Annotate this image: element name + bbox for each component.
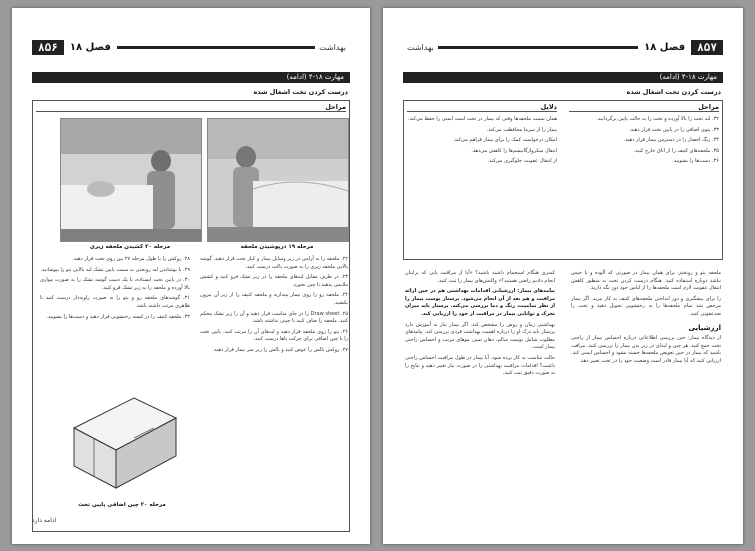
paragraph: ۲۳. در طرف مقابل لبه‌های ملحفه را در زیر تشک فرو کنید و کشش ملایمی بدهید تا چین نخورد.	[200, 274, 348, 288]
right-subtitle: درست کردن تخت اشغال شده	[626, 88, 721, 96]
right-page-number: ۸۵۷	[691, 40, 723, 55]
paragraph: ۳۰. در پایین تخت ایستاده، با یک دست گوشه تشک را به صورت موازی بالا آورده و ملحفه را به زیر تشک فرو کنید.	[40, 277, 190, 291]
list-item: ۳۵. ملحفه‌های کثیف را از اتاق خارج کنید.	[633, 147, 719, 154]
paragraph: از دیدگاه بیمار: حین بررسی اطلاعاتی درباره احساس بیمار از راحتی تخت جمع کنید. هر چین و لبه‌ای در زیر بدن بیمار را بررسی کنید. مراقب باشید که بیمار در حین تعویض ملحفه‌ها خسته نشود و احساس ایمنی کند. ارزیابی کنید که آیا بیمار قادر است وضعیت خود را در تخت تغییر دهد.	[571, 335, 721, 364]
steps-column-header: مراحل	[569, 103, 719, 112]
left-subtitle: درست کردن تخت اشغال شده	[253, 88, 348, 96]
left-page-left-column	[40, 256, 190, 324]
paragraph: حالت مناسب به کار برده شود. آیا بیمار در طول مراقبت احساس راحتی داشت؟ اقدامات مراقبت بهداشتی را در صورت نیاز تغییر دهید و نتایج را به صورت دقیق ثبت کنید.	[405, 354, 555, 377]
box-steps-column	[569, 116, 719, 169]
paragraph: ۲۵. Draw sheet را در جای مناسب قرار دهید و آن را زیر تشک محکم کنید. ملحفه را صاف کنید تا چینی نداشته باشد.	[200, 310, 348, 325]
paragraph: ۲۶. پتو را روی ملحفه قرار دهید و لبه‌های آن را مرتب کنید. پایین تخت را با چین اضافی برای حرکت پاها درست کنید.	[200, 328, 348, 343]
paragraph: ۲۲. ملحفه را به آرامی در زیر وسایل بیمار و کنار تخت قرار دهید. گوشه بالایی ملحفه زیری را به صورت پاکت درست کنید.	[200, 256, 348, 270]
left-page-right-column	[200, 256, 348, 358]
figure-19-caption: مرحله ۱۹ درپوشیدن ملحفه	[240, 244, 314, 250]
list-item: همان سمت ملحفه‌ها وقتی که بیمار در تخت است ایمنی را حفظ می‌کند.	[407, 116, 557, 122]
paragraph: پیامدهای بیمار: ارزشیابی اقدامات بهداشتی هم در حین ارائه مراقبت و هم بعد از آن انجام می‌شود. پرستار پوست بیمار را از نظر تمامیت، رنگ و دما بررسی می‌کند. پرستار باید میزان تحرک و توانایی بیمار در مراقبت از خود را ارزیابی کند.	[405, 288, 555, 317]
list-item: ۳۴. زنگ احضار را در دسترس بیمار قرار دهید.	[623, 137, 719, 144]
list-item: امکان درخواست کمک را برای بیمار فراهم می‌کند.	[452, 137, 557, 144]
right-chapter-label: فصل ۱۸	[644, 41, 686, 53]
nurse-bed-illustration	[208, 119, 348, 241]
box-reasons-column	[407, 116, 557, 169]
list-item: ۳۳. پتوی اضافی را در پایین تخت قرار دهید.	[629, 126, 719, 133]
list-item: از انتقال عفونت جلوگیری می‌کند.	[487, 158, 557, 165]
right-page-left-column	[405, 270, 555, 381]
paragraph: ۲۷. روکش بالش را عوض کنید و بالش را زیر سر بیمار قرار دهید.	[212, 346, 348, 353]
paragraph: را برای پیشگیری و دور انداختن ملحفه‌های کثیف به کار ببرید. اگر بیمار مرخص شد تمام ملحفه‌ها را به رختشویی تحویل دهید و تخت را ضدعفونی کنید.	[571, 295, 721, 317]
right-book-label: بهداشت	[407, 42, 434, 52]
left-col-header: مراحل	[36, 103, 346, 112]
paragraph: ۲۴. ملحفه رو را روی بیمار بیندازید و ملحفه کثیف را از زیر آن بیرون بکشید.	[200, 292, 348, 306]
list-item: بیمار را از سرما محافظت می‌کند.	[486, 126, 557, 133]
figure-bottom-caption: مرحله ۲۰ چین اضافی پایین تخت	[78, 502, 166, 508]
paragraph: ۳۱. گوشه‌های ملحفه رو و پتو را به صورت زاویه‌دار درست کنید تا ظاهری مرتب داشته باشد.	[40, 295, 190, 309]
continued-label: ادامه دارد	[32, 517, 57, 524]
left-skill-title: مهارت ۱۸-۴ (ادامه)	[32, 72, 350, 83]
right-header-rule	[438, 46, 638, 49]
list-item: ۳۲. لبه تخت را بالا آورده و تخت را به حالت پایین برگردانید.	[596, 116, 719, 122]
bed-corner-drawing	[64, 388, 184, 498]
left-book-label: بهداشت	[319, 42, 346, 52]
evaluation-heading: ارزشیابی	[688, 323, 721, 332]
figure-19-photo	[207, 118, 349, 242]
list-item: انتقال میکروارگانیسم‌ها را کاهش می‌دهد.	[471, 147, 557, 154]
figure-20-caption: مرحله ۲۰ کشیدن ملحفه زیری	[89, 244, 171, 250]
paragraph: بهداشتی زمان و روش را مشخص کند. اگر بیمار نیاز به آموزش دارد پرستار باید درک او را درباره اهمیت بهداشت فردی بررسی کند. پیامدهای مطلوب شامل پوست سالم، دهان تمیز، موهای مرتب و احساس راحتی بیمار است.	[405, 321, 555, 351]
paragraph: ۲۸. روکش را با طول مرحله ۲۷ بین روی تخت قرار دهید.	[72, 256, 190, 262]
right-page-header	[403, 40, 723, 54]
reasons-column-header: دلایل	[407, 103, 557, 112]
left-page-number: ۸۵۶	[32, 40, 64, 55]
left-chapter-label: فصل ۱۸	[69, 41, 111, 53]
list-item: ۳۶. دست‌ها را بشویید.	[672, 158, 719, 165]
right-skill-title: مهارت ۱۸-۴ (ادامه)	[403, 72, 723, 83]
nurse-patient-illustration	[61, 119, 201, 241]
left-header-rule	[117, 46, 315, 49]
paragraph: کمتری هنگام استحمام داشته باشید؟ «آیا از مراقبت پایی که برایتان انجام دادیم راضی هستید؟» واکنش‌های بیمار را ثبت کنید.	[405, 270, 555, 284]
paragraph: ۳۲. ملحفه کثیف را در کیسه رختشویی قرار دهید و دست‌ها را بشویید.	[46, 313, 190, 320]
paragraph: ۲۹. با پوشاندن لبه روتختی به سمت پایین تشک لبه بالایی پتو را بپوشانید.	[40, 266, 190, 273]
left-page-header	[32, 40, 350, 54]
right-page-right-column	[571, 270, 721, 369]
right-page	[383, 8, 743, 544]
bed-corner-icon	[64, 388, 184, 498]
left-page	[12, 8, 370, 544]
figure-20-photo	[60, 118, 202, 242]
paragraph: ملحفه پتو و روتختی برای همان بیمار در صورتی که آلوده و یا خیس نباشد دوباره استفاده کنید. هنگام درست کردن تخت به منظور کاهش انتقال عفونت لازم است ملحفه‌ها را از لباس خود دور نگه دارید.	[571, 270, 721, 292]
